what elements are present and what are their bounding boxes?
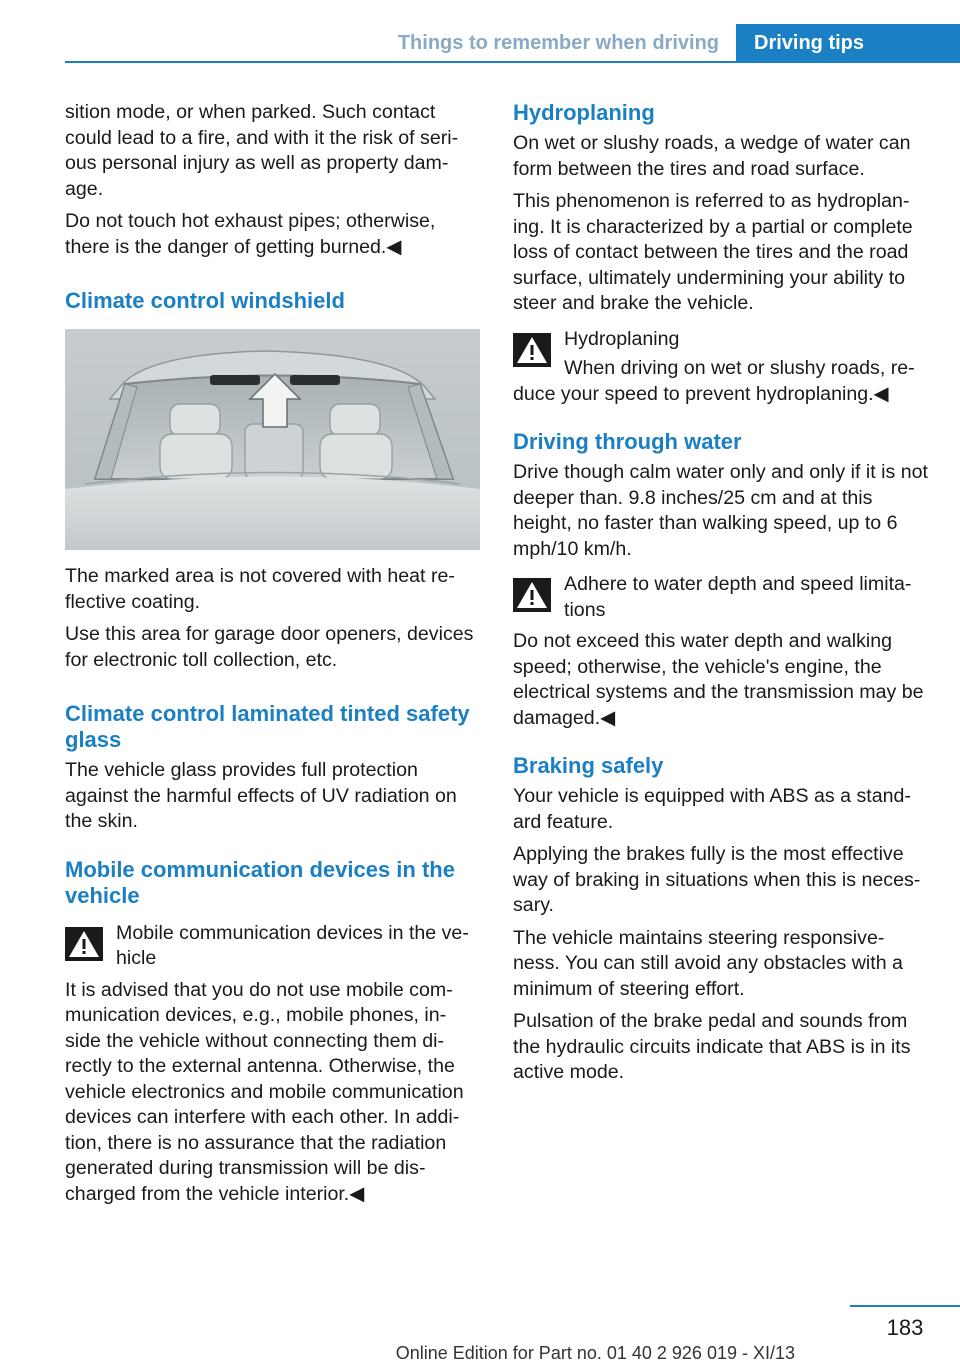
heading-driving-through-water: Driving through water	[513, 429, 742, 454]
warning-triangle-icon	[513, 578, 551, 612]
paragraph: This phenomenon is referred to as hydroplan‐ing. It is characterized by a partial or complete loss of contact between the tires and the road surface, ultimately undermining your ability to steer and brake the vehicle.	[513, 190, 913, 314]
warning-triangle-icon	[65, 927, 103, 961]
heading-laminated-tinted-safety-glass: Climate control laminated tinted safety glass	[65, 701, 470, 752]
warning-mobile-devices	[65, 921, 480, 972]
paragraph: The vehicle glass provides full protection against the harmful effects of UV radiation on the skin.	[65, 759, 457, 832]
paragraph: The marked area is not covered with heat re‐flective coating.	[65, 565, 455, 613]
paragraph: Do not exceed this water depth and walking speed; otherwise, the vehicle's engine, the electrical systems and the transmission may be damaged.◀	[513, 630, 924, 729]
running-header-chapter: Driving tips	[736, 24, 960, 63]
warning-water-depth	[513, 572, 928, 623]
running-header-section: Things to remember when driving	[397, 32, 719, 54]
paragraph: The vehicle maintains steering responsive‐ness. You can still avoid any obstacles with a minimum of steering effort.	[513, 926, 903, 1000]
header-rule	[65, 61, 960, 63]
paragraph: Drive though calm water only and only if it is not deeper than. 9.8 inches/25 cm and at this height, no faster than walking speed, up to 6 mph/10 km/h.	[513, 461, 928, 560]
warning-title: Adhere to water depth and speed limita‐tions	[564, 573, 912, 621]
paragraph: On wet or slushy roads, a wedge of water can form between the tires and road surface.	[513, 132, 911, 180]
footer-rule	[850, 1305, 960, 1307]
warning-triangle-icon	[513, 333, 551, 367]
page-number: 183	[886, 1315, 924, 1340]
warning-hydroplaning	[513, 327, 928, 408]
paragraph: Applying the brakes fully is the most effective way of braking in situations when this is neces‐sary.	[513, 843, 921, 916]
heading-braking-safely: Braking safely	[513, 753, 664, 778]
paragraph: Your vehicle is equipped with ABS as a stand‐ard feature.	[513, 785, 911, 833]
paragraph: Use this area for garage door openers, devices for electronic toll collection, etc.	[65, 623, 474, 671]
paragraph: Do not touch hot exhaust pipes; otherwise, there is the danger of getting burned.◀	[65, 210, 436, 258]
heading-mobile-communication-devices: Mobile communication devices in the vehicle	[65, 856, 455, 908]
warning-title: Hydroplaning	[564, 327, 680, 350]
right-column	[513, 100, 928, 1093]
paragraph: sition mode, or when parked. Such contact could lead to a fire, and with it the risk of seri‐ous personal injury as well as property dam‐age.	[65, 101, 459, 200]
edition-line: Online Edition for Part no. 01 40 2 926 019 - XI/13	[395, 1343, 795, 1362]
paragraph: It is advised that you do not use mobile com‐munication devices, e.g., mobile phones, in‐side the vehicle without connecting them di‐rectly to the external antenna. Otherwise, the vehicle electronics and mobile communication devices can interfere with each other. In addi‐tion, there is no assurance that the radiation generated during transmission will be dis‐charged from the vehicle interior.◀	[65, 978, 464, 1205]
heading-climate-control-windshield: Climate control windshield	[65, 288, 345, 313]
warning-body: When driving on wet or slushy roads, re‐duce your speed to prevent hydroplaning.◀	[513, 357, 915, 405]
left-column	[65, 100, 480, 1214]
warning-title: Mobile communication devices in the ve‐hicle	[116, 921, 469, 969]
paragraph: Pulsation of the brake pedal and sounds from the hydraulic circuits indicate that ABS is in its active mode.	[513, 1010, 911, 1083]
heading-hydroplaning: Hydroplaning	[513, 100, 655, 125]
windshield-illustration	[65, 329, 480, 550]
